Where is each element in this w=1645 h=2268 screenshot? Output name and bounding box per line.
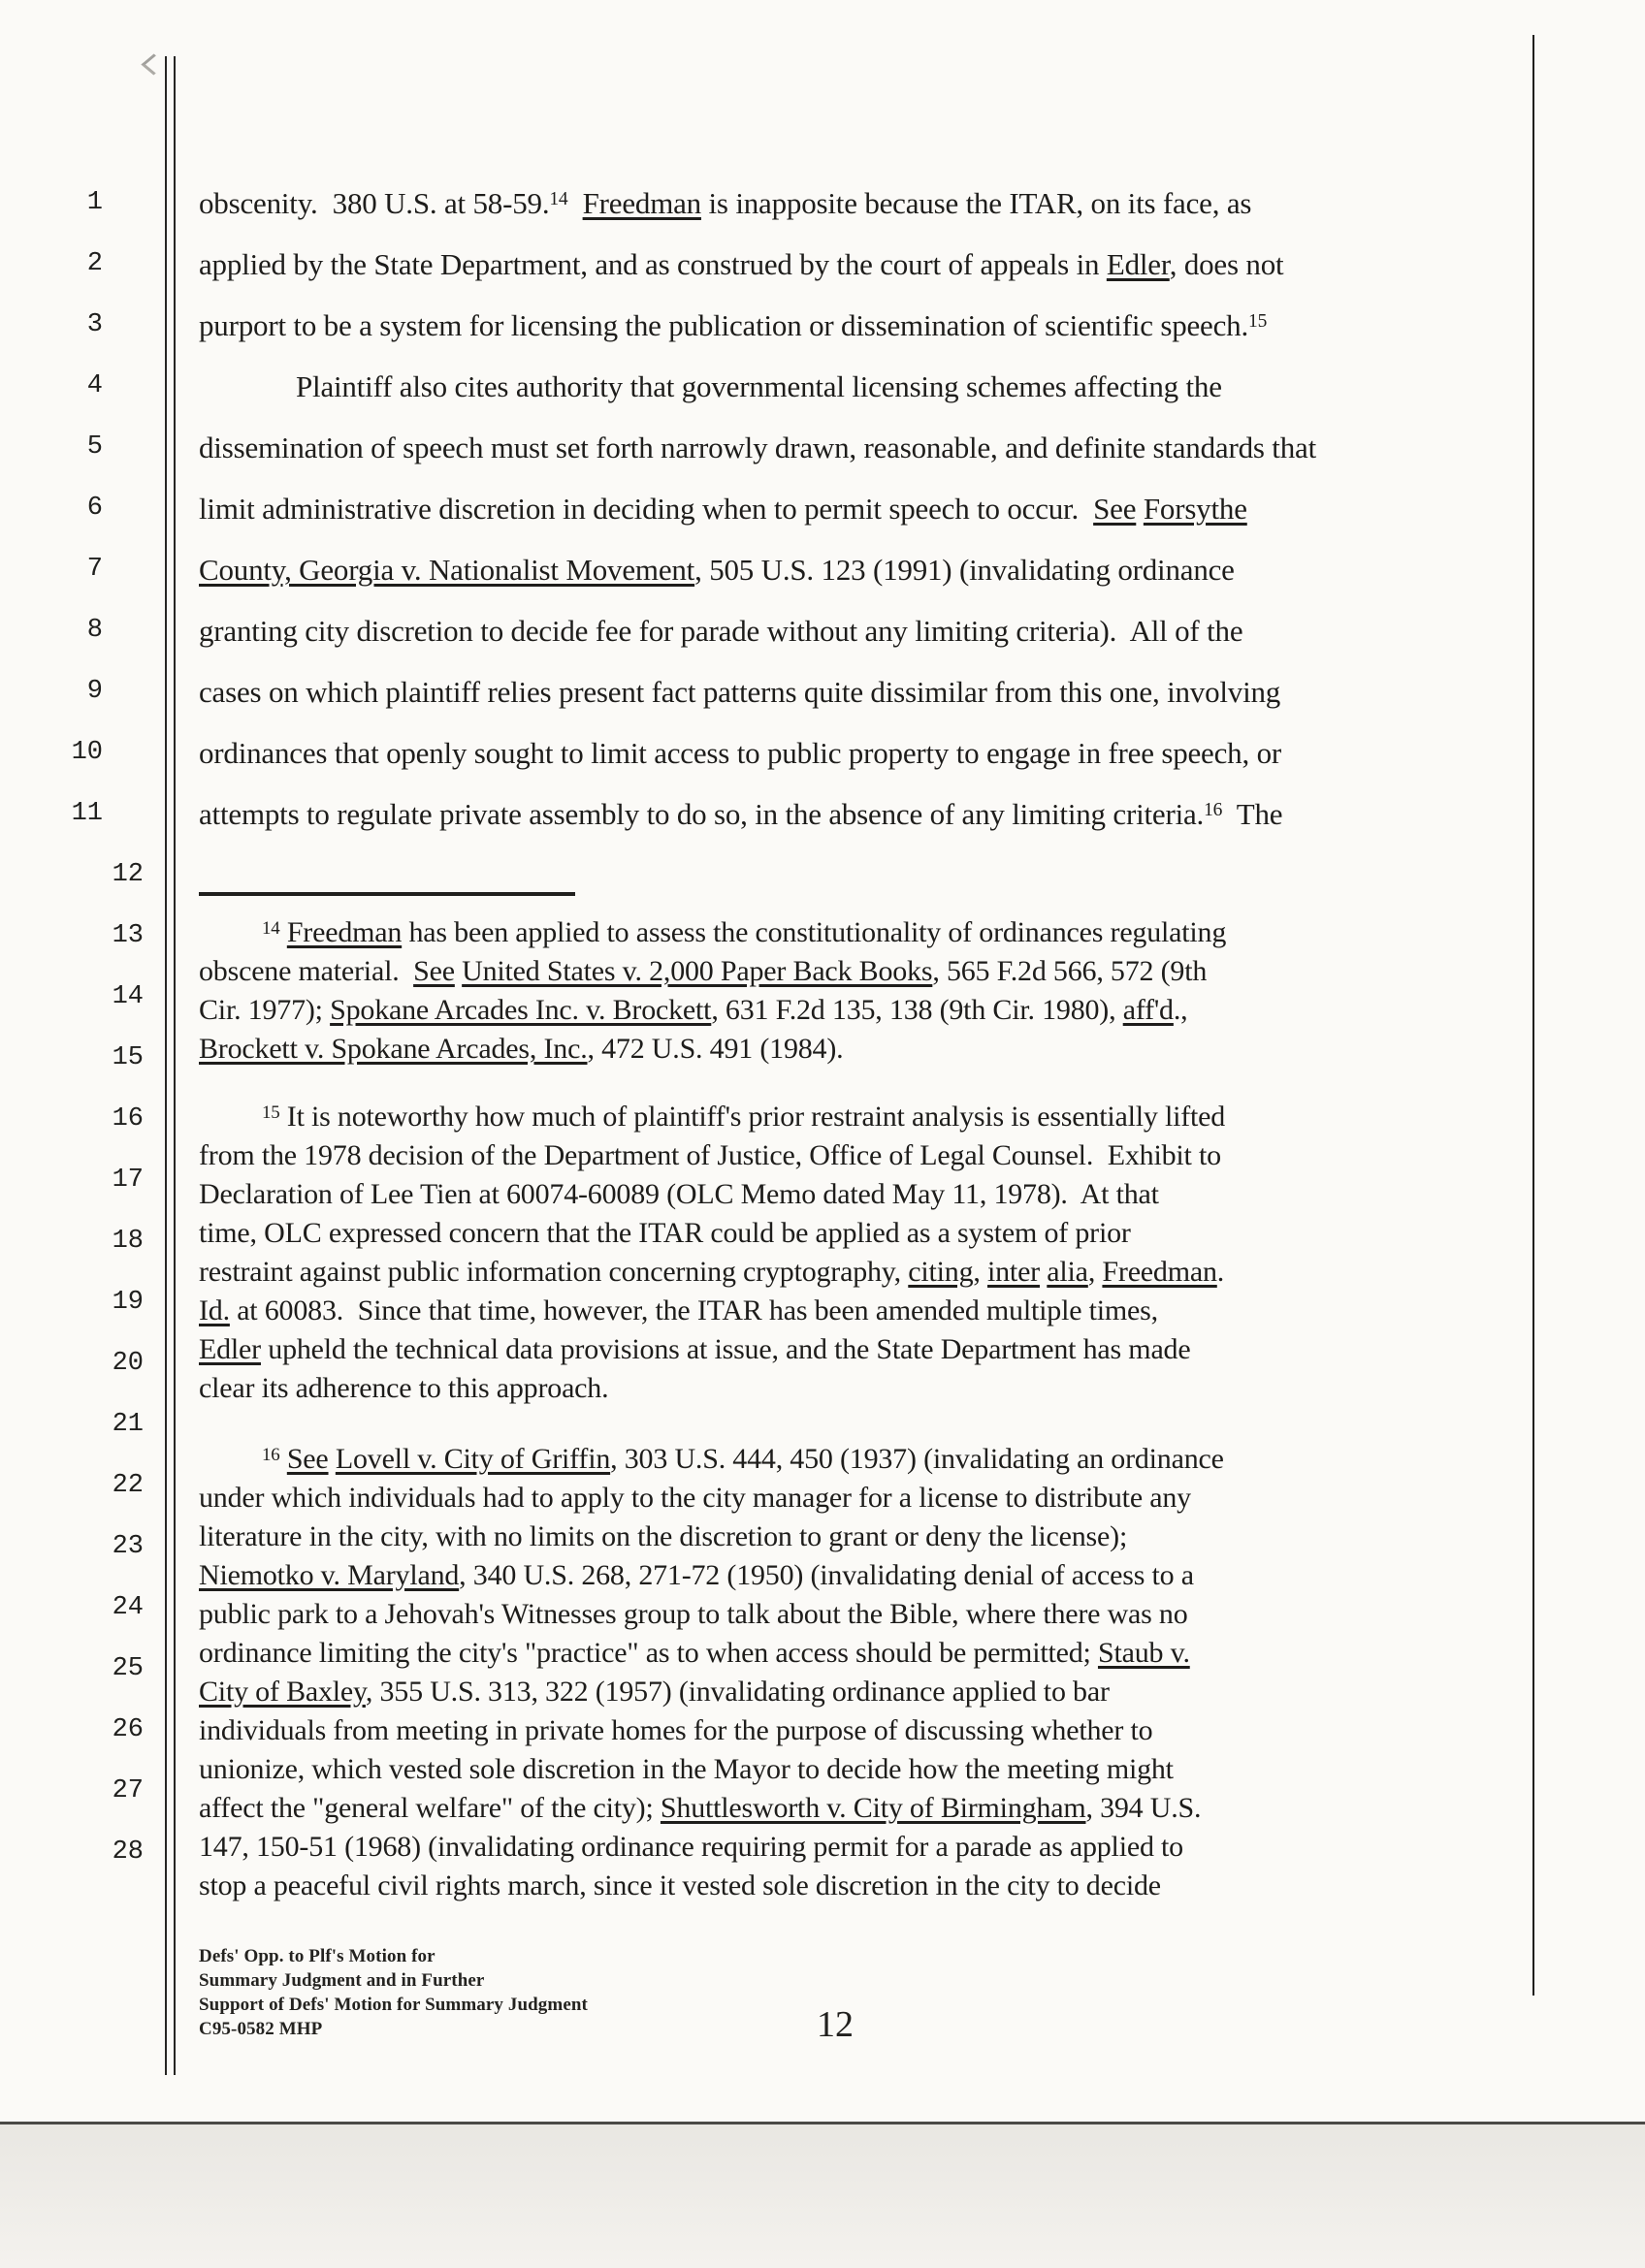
text-line: 18 — [112, 1227, 144, 1256]
footer-caption — [199, 1944, 588, 2041]
text-line: C95-0582 MHP — [199, 2019, 323, 2039]
text-line: 7 — [86, 555, 103, 584]
text-line: unionize, which vested sole discretion in the Mayor to decide how the meeting might — [199, 1753, 1174, 1785]
text-line: 12 — [112, 860, 144, 889]
footnote-16 — [199, 1440, 1532, 1905]
text-line: 2 — [86, 249, 103, 278]
body-text — [199, 173, 1532, 845]
text-line: 22 — [112, 1471, 144, 1500]
text-line: 19 — [112, 1288, 144, 1317]
text-line: Defs' Opp. to Plf's Motion for — [199, 1946, 435, 1966]
text-line: 16 — [112, 1104, 144, 1134]
text-line: public park to a Jehovah's Witnesses group to talk about the Bible, where there was no — [199, 1598, 1188, 1630]
text-line: 6 — [86, 494, 103, 523]
text-line: granting city discretion to decide fee for parade without any limiting criteria). All of the — [199, 614, 1243, 648]
text-line: 11 — [71, 799, 103, 828]
text-line: literature in the city, with no limits on the discretion to grant or deny the license); — [199, 1520, 1128, 1552]
text-line: 10 — [71, 738, 103, 767]
text-line: restraint against public information concerning cryptography, citing, inter alia, Freedman. — [199, 1256, 1225, 1288]
text-line: Declaration of Lee Tien at 60074-60089 (OLC Memo dated May 11, 1978). At that — [199, 1178, 1159, 1210]
text-line: under which individuals had to apply to the city manager for a license to distribute any — [199, 1482, 1191, 1514]
text-line: obscene material. See United States v. 2,000 Paper Back Books, 565 F.2d 566, 572 (9th — [199, 955, 1208, 987]
text-line: Id. at 60083. Since that time, however, the ITAR has been amended multiple times, — [199, 1294, 1158, 1326]
left-double-rule-outer — [165, 56, 167, 2075]
text-line: affect the "general welfare" of the city); Shuttlesworth v. City of Birmingham, 394 U.S. — [199, 1792, 1202, 1824]
text-line: Niemotko v. Maryland, 340 U.S. 268, 271-72 (1950) (invalidating denial of access to a — [199, 1559, 1194, 1591]
footnote-14 — [199, 913, 1532, 1069]
text-line: cases on which plaintiff relies present fact patterns quite dissimilar from this one, involving — [199, 675, 1281, 709]
text-line: $^{14}$ Freedman has been applied to assess the constitutionality of ordinances regulating — [262, 916, 1227, 948]
text-line: 27 — [112, 1776, 144, 1805]
text-line: Cir. 1977); Spokane Arcades Inc. v. Brockett, 631 F.2d 135, 138 (9th Cir. 1980), aff'd., — [199, 994, 1188, 1026]
text-line: 28 — [112, 1837, 144, 1867]
text-line: 26 — [112, 1715, 144, 1744]
line-number-column-lower — [19, 845, 144, 1883]
text-line: 15 — [112, 1043, 144, 1072]
text-line: 17 — [112, 1166, 144, 1195]
text-line: 21 — [112, 1410, 144, 1439]
page-number: 12 — [817, 2004, 854, 2045]
text-line: attempts to regulate private assembly to do so, in the absence of any limiting criteria.$^{16}$ The — [199, 797, 1283, 831]
text-line: 9 — [86, 677, 103, 706]
text-line: ordinance limiting the city's "practice" as to when access should be permitted; Staub v. — [199, 1637, 1190, 1669]
text-line: stop a peaceful civil rights march, since it vested sole discretion in the city to decide — [199, 1869, 1161, 1901]
text-line: $^{15}$ It is noteworthy how much of plaintiff's prior restraint analysis is essentially lifted — [262, 1101, 1226, 1133]
text-line: ordinances that openly sought to limit access to public property to engage in free speech, or — [199, 736, 1282, 770]
text-line: 5 — [86, 432, 103, 462]
text-line: clear its adherence to this approach. — [199, 1372, 609, 1404]
text-line: obscenity. 380 U.S. at 58-59.14 Freedman is inapposite because the ITAR, on its face, as — [199, 186, 1252, 220]
text-line: 147, 150-51 (1968) (invalidating ordinance requiring permit for a parade as applied to — [199, 1831, 1183, 1863]
text-line: 23 — [112, 1532, 144, 1561]
scanner-background — [0, 2124, 1645, 2268]
text-line: applied by the State Department, and as construed by the court of appeals in Edler, does not — [199, 247, 1284, 281]
text-line: Edler upheld the technical data provisions at issue, and the State Department has made — [199, 1333, 1191, 1365]
text-line: individuals from meeting in private homes for the purpose of discussing whether to — [199, 1714, 1153, 1746]
text-line: City of Baxley, 355 U.S. 313, 322 (1957) (invalidating ordinance applied to bar — [199, 1676, 1110, 1708]
right-margin-rule — [1532, 35, 1534, 1996]
text-line: 3 — [86, 310, 103, 339]
text-line: 13 — [112, 921, 144, 950]
text-line: 1 — [86, 188, 103, 217]
text-line: limit administrative discretion in deciding when to permit speech to occur. See Forsythe — [199, 492, 1247, 526]
text-line: time, OLC expressed concern that the ITAR could be applied as a system of prior — [199, 1217, 1131, 1249]
text-line: 20 — [112, 1349, 144, 1378]
text-line: 25 — [112, 1654, 144, 1683]
left-double-rule-inner — [174, 56, 176, 2075]
text-line: 24 — [112, 1593, 144, 1622]
text-line: Support of Defs' Motion for Summary Judgment — [199, 1995, 588, 2015]
text-line: 14 — [112, 982, 144, 1011]
footnote-separator — [199, 892, 575, 896]
line-number-column-upper — [19, 173, 103, 845]
text-line: Brockett v. Spokane Arcades, Inc., 472 U.S. 491 (1984). — [199, 1033, 844, 1065]
text-line: Plaintiff also cites authority that governmental licensing schemes affecting the — [296, 369, 1222, 403]
text-line: County, Georgia v. Nationalist Movement, 505 U.S. 123 (1991) (invalidating ordinance — [199, 553, 1235, 587]
pen-mark — [141, 53, 166, 75]
text-line: dissemination of speech must set forth narrowly drawn, reasonable, and definite standards that — [199, 431, 1316, 464]
text-line: purport to be a system for licensing the publication or dissemination of scientific speech.$^{15}$ — [199, 308, 1268, 342]
text-line: $^{16}$ See Lovell v. City of Griffin, 303 U.S. 444, 450 (1937) (invalidating an ordinance — [262, 1443, 1224, 1475]
text-line: 4 — [86, 371, 103, 400]
footnote-15 — [199, 1098, 1532, 1408]
text-line: from the 1978 decision of the Department of Justice, Office of Legal Counsel. Exhibit to — [199, 1139, 1221, 1171]
text-line: 8 — [86, 616, 103, 645]
text-line: Summary Judgment and in Further — [199, 1970, 485, 1991]
